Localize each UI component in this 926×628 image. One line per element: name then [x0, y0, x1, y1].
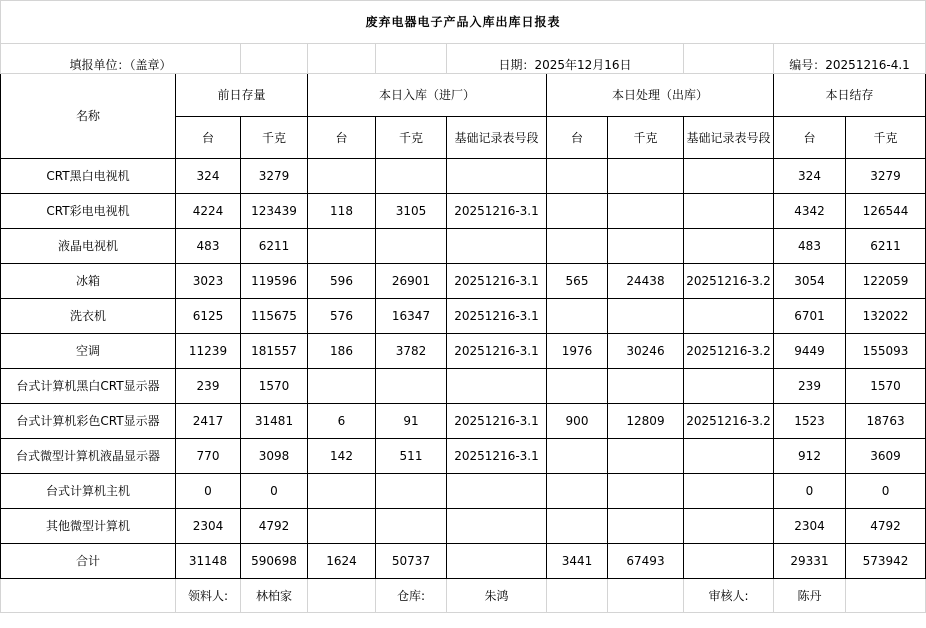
header-name: 名称	[1, 74, 176, 159]
in-kg: 511	[376, 439, 447, 474]
end-kg: 122059	[846, 264, 926, 299]
product-name: 液晶电视机	[1, 229, 176, 264]
out-record	[684, 474, 774, 509]
prev-count: 0	[176, 474, 241, 509]
end-kg: 4792	[846, 509, 926, 544]
table-row	[1, 264, 926, 299]
prev-kg: 6211	[241, 229, 308, 264]
in-record	[447, 369, 547, 404]
out-record	[684, 509, 774, 544]
in-record: 20251216-3.1	[447, 439, 547, 474]
out-record	[684, 299, 774, 334]
in-count: 118	[308, 194, 376, 229]
out-kg	[608, 369, 684, 404]
end-count: 29331	[774, 544, 846, 579]
out-count: 900	[547, 404, 608, 439]
in-count: 142	[308, 439, 376, 474]
in-count: 186	[308, 334, 376, 369]
out-record	[684, 194, 774, 229]
in-record: 20251216-3.1	[447, 264, 547, 299]
out-count: 1976	[547, 334, 608, 369]
data-rows	[1, 159, 926, 579]
end-count: 483	[774, 229, 846, 264]
prev-count: 4224	[176, 194, 241, 229]
prev-kg: 31481	[241, 404, 308, 439]
in-record	[447, 544, 547, 579]
prev-count: 324	[176, 159, 241, 194]
header-prev-count: 台	[176, 117, 241, 159]
in-record	[447, 474, 547, 509]
header-end-count: 台	[774, 117, 846, 159]
end-kg: 18763	[846, 404, 926, 439]
in-record: 20251216-3.1	[447, 194, 547, 229]
prev-kg: 0	[241, 474, 308, 509]
out-kg	[608, 299, 684, 334]
out-kg: 12809	[608, 404, 684, 439]
out-kg	[608, 509, 684, 544]
product-name: 台式计算机主机	[1, 474, 176, 509]
table-row	[1, 439, 926, 474]
end-count: 4342	[774, 194, 846, 229]
table-row	[1, 474, 926, 509]
in-kg	[376, 509, 447, 544]
prev-count: 239	[176, 369, 241, 404]
product-name: 台式计算机彩色CRT显示器	[1, 404, 176, 439]
end-kg: 132022	[846, 299, 926, 334]
end-count: 9449	[774, 334, 846, 369]
warehouse-label: 仓库:	[376, 579, 447, 613]
in-kg: 26901	[376, 264, 447, 299]
out-kg	[608, 439, 684, 474]
end-count: 3054	[774, 264, 846, 299]
in-kg: 50737	[376, 544, 447, 579]
header-in: 本日入库（进厂）	[308, 74, 547, 117]
in-kg	[376, 159, 447, 194]
out-kg: 30246	[608, 334, 684, 369]
in-kg: 91	[376, 404, 447, 439]
end-kg: 6211	[846, 229, 926, 264]
product-name: 洗衣机	[1, 299, 176, 334]
product-name: 台式计算机黑白CRT显示器	[1, 369, 176, 404]
in-record: 20251216-3.1	[447, 404, 547, 439]
out-count	[547, 229, 608, 264]
in-count	[308, 159, 376, 194]
end-kg: 3279	[846, 159, 926, 194]
out-record	[684, 159, 774, 194]
prev-kg: 3279	[241, 159, 308, 194]
in-kg	[376, 369, 447, 404]
out-kg: 67493	[608, 544, 684, 579]
header-out-record: 基础记录表号段	[684, 117, 774, 159]
end-count: 2304	[774, 509, 846, 544]
end-count: 239	[774, 369, 846, 404]
prev-kg: 3098	[241, 439, 308, 474]
out-count	[547, 439, 608, 474]
in-record: 20251216-3.1	[447, 334, 547, 369]
table-row	[1, 159, 926, 194]
prev-kg: 4792	[241, 509, 308, 544]
table-row	[1, 369, 926, 404]
end-count: 324	[774, 159, 846, 194]
out-record: 20251216-3.2	[684, 264, 774, 299]
prev-kg: 115675	[241, 299, 308, 334]
out-count	[547, 159, 608, 194]
table-row	[1, 299, 926, 334]
header-prev-stock: 前日存量	[176, 74, 308, 117]
receiver-label: 领料人:	[176, 579, 241, 613]
end-count: 912	[774, 439, 846, 474]
table-row	[1, 509, 926, 544]
in-record	[447, 229, 547, 264]
in-count	[308, 369, 376, 404]
end-count: 1523	[774, 404, 846, 439]
out-count	[547, 474, 608, 509]
out-count	[547, 299, 608, 334]
product-name: 台式微型计算机液晶显示器	[1, 439, 176, 474]
out-record	[684, 439, 774, 474]
warehouse-name: 朱鸿	[447, 579, 547, 613]
table-row	[1, 334, 926, 369]
reviewer-label: 审核人:	[684, 579, 774, 613]
in-kg: 3782	[376, 334, 447, 369]
out-record	[684, 369, 774, 404]
prev-count: 31148	[176, 544, 241, 579]
end-kg: 0	[846, 474, 926, 509]
prev-count: 770	[176, 439, 241, 474]
in-record	[447, 509, 547, 544]
header-out-kg: 千克	[608, 117, 684, 159]
prev-count: 3023	[176, 264, 241, 299]
end-kg: 126544	[846, 194, 926, 229]
out-kg	[608, 474, 684, 509]
end-kg: 1570	[846, 369, 926, 404]
out-record	[684, 544, 774, 579]
prev-count: 6125	[176, 299, 241, 334]
prev-kg: 119596	[241, 264, 308, 299]
table-row	[1, 229, 926, 264]
out-count	[547, 194, 608, 229]
prev-count: 483	[176, 229, 241, 264]
prev-kg: 590698	[241, 544, 308, 579]
end-kg: 155093	[846, 334, 926, 369]
product-name: CRT黑白电视机	[1, 159, 176, 194]
header-in-record: 基础记录表号段	[447, 117, 547, 159]
header-out-count: 台	[547, 117, 608, 159]
reporting-unit: 填报单位：（盖章）	[1, 44, 241, 74]
prev-kg: 181557	[241, 334, 308, 369]
prev-count: 2304	[176, 509, 241, 544]
in-record	[447, 159, 547, 194]
page-title: 废弃电器电子产品入库出库日报表	[1, 1, 926, 44]
out-record: 20251216-3.2	[684, 404, 774, 439]
receiver-name: 林柏家	[241, 579, 308, 613]
report-date: 日期：2025年12月16日	[447, 44, 684, 74]
product-name: 合计	[1, 544, 176, 579]
product-name: 其他微型计算机	[1, 509, 176, 544]
in-count: 576	[308, 299, 376, 334]
product-name: 空调	[1, 334, 176, 369]
end-kg: 3609	[846, 439, 926, 474]
header-end-stock: 本日结存	[774, 74, 926, 117]
in-kg: 3105	[376, 194, 447, 229]
out-kg	[608, 194, 684, 229]
header-out: 本日处理（出库）	[547, 74, 774, 117]
header-end-kg: 千克	[846, 117, 926, 159]
header-in-count: 台	[308, 117, 376, 159]
in-count	[308, 474, 376, 509]
product-name: 冰箱	[1, 264, 176, 299]
total-row	[1, 544, 926, 579]
prev-count: 11239	[176, 334, 241, 369]
out-count	[547, 369, 608, 404]
in-kg	[376, 229, 447, 264]
out-kg	[608, 229, 684, 264]
out-record: 20251216-3.2	[684, 334, 774, 369]
end-kg: 573942	[846, 544, 926, 579]
product-name: CRT彩电电视机	[1, 194, 176, 229]
report-number: 编号：20251216-4.1	[774, 44, 926, 74]
in-count	[308, 229, 376, 264]
in-kg	[376, 474, 447, 509]
table-row	[1, 194, 926, 229]
end-count: 0	[774, 474, 846, 509]
header-in-kg: 千克	[376, 117, 447, 159]
in-count: 596	[308, 264, 376, 299]
out-kg: 24438	[608, 264, 684, 299]
prev-kg: 1570	[241, 369, 308, 404]
table-row	[1, 404, 926, 439]
in-count	[308, 509, 376, 544]
out-count	[547, 509, 608, 544]
prev-kg: 123439	[241, 194, 308, 229]
reviewer-name: 陈丹	[774, 579, 846, 613]
end-count: 6701	[774, 299, 846, 334]
in-count: 6	[308, 404, 376, 439]
in-count: 1624	[308, 544, 376, 579]
header-prev-kg: 千克	[241, 117, 308, 159]
out-record	[684, 229, 774, 264]
in-kg: 16347	[376, 299, 447, 334]
prev-count: 2417	[176, 404, 241, 439]
in-record: 20251216-3.1	[447, 299, 547, 334]
out-kg	[608, 159, 684, 194]
out-count: 565	[547, 264, 608, 299]
out-count: 3441	[547, 544, 608, 579]
